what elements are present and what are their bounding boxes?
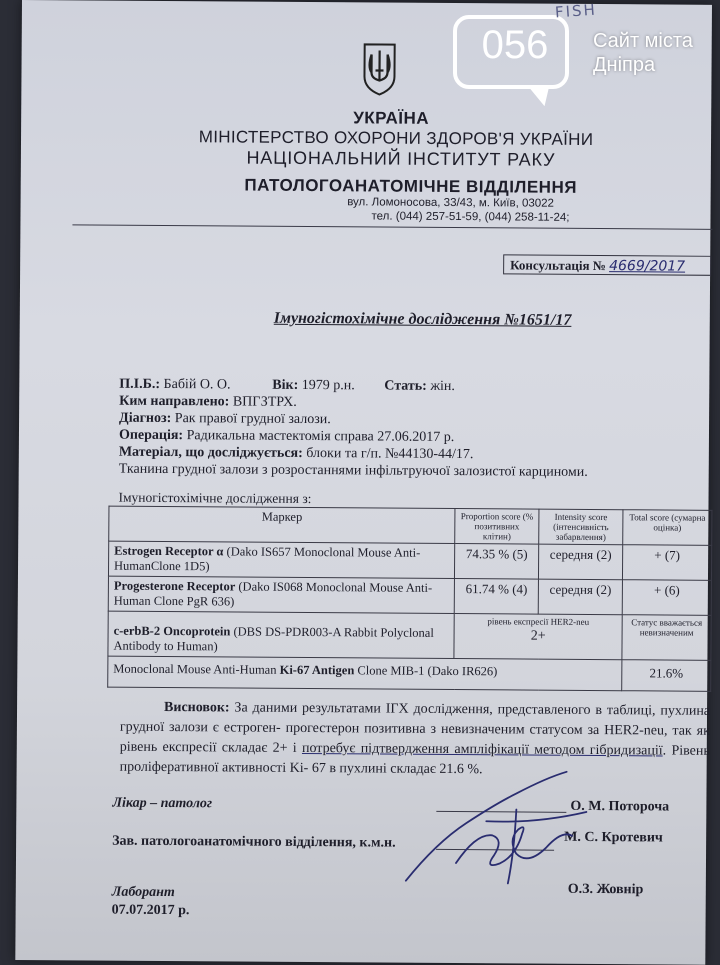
- ki67-prefix: Monoclonal Mouse Anti-Human: [113, 661, 280, 677]
- pathologist-label: Лікар – патолог: [112, 795, 213, 812]
- intensity-cell: середня (2): [538, 579, 622, 615]
- marker-cell: [108, 576, 454, 613]
- referred-value: ВПГЗТРХ.: [232, 394, 297, 410]
- consultation-number: 4669/2017: [609, 258, 686, 275]
- patient-age-value: 1979 р.н.: [301, 377, 355, 394]
- ki67-value-cell: 21.6%: [622, 660, 711, 692]
- consultation-label: Консультація №: [510, 257, 606, 274]
- brand-text: [593, 29, 693, 77]
- her2-level-label: рівень експресії HER2-neu: [487, 616, 590, 627]
- material-line: [119, 445, 474, 463]
- handwritten-note: FISH: [554, 0, 598, 22]
- her2-level-value: 2+: [530, 628, 546, 644]
- total-cell: + (7): [623, 545, 712, 581]
- header-country: УКРАЇНА: [353, 108, 430, 128]
- marker-name: Estrogen Receptor α: [114, 543, 224, 559]
- diagnosis-label: Діагноз:: [119, 410, 172, 427]
- diagnosis-value: Рак правої грудної залози.: [174, 411, 331, 428]
- document-date: 07.07.2017 р.: [111, 902, 190, 919]
- operation-line: [119, 428, 454, 446]
- brand-line-2: Дніпра: [593, 54, 656, 76]
- conclusion-text-1: За даними результатами ІГХ дослідження, представленого в таблиці, пухлина грудної залози є естроген- прогестерон позитивна з невизначеним статусом за HER2-neu, так як рівень експресії складає 2+ і: [119, 700, 711, 756]
- header-total: Total score (сумарна оцінка): [623, 510, 712, 546]
- operation-value: Радикальна мастектомія справа 27.06.2017 р.: [186, 428, 455, 446]
- header-ministry: МІНІСТЕРСТВО ОХОРОНИ ЗДОРОВ'Я УКРАЇНИ: [198, 127, 594, 149]
- conclusion-underlined: потребує підтвердження ампліфікації методом гібридизації: [301, 740, 663, 759]
- head-label: Зав. патологоанатомічного відділення, к.м.н.: [112, 833, 396, 851]
- consultation-box: [503, 254, 711, 275]
- lab-label: Лаборант: [111, 884, 175, 901]
- patient-sex-line: [384, 379, 455, 395]
- patient-sex-value: жін.: [430, 378, 455, 395]
- header-phone: тел. (044) 257-51-59, (044) 258-11-24;: [371, 210, 570, 224]
- header-institute: НАЦІОНАЛЬНИЙ ІНСТИТУТ РАКУ: [246, 147, 556, 170]
- material-value: блоки та г/п. №44130-44/17.: [306, 445, 474, 463]
- table-row: [108, 541, 711, 580]
- document-page: [15, 0, 712, 965]
- table-row: [108, 576, 711, 615]
- pathologist-name: О. М. Потороча: [570, 798, 670, 815]
- marker-cell: [108, 541, 454, 578]
- table-row-her2: [108, 611, 711, 660]
- operation-label: Операція:: [118, 427, 184, 444]
- her2-level-cell: [454, 614, 622, 660]
- logo-number: 056: [481, 23, 549, 67]
- header-divider: [72, 224, 712, 229]
- referred-line: [119, 394, 297, 411]
- ki67-marker-cell: [108, 656, 622, 691]
- patient-name-label: П.І.Б.:: [119, 376, 161, 392]
- marker-cell: [108, 611, 455, 658]
- material-label: Матеріал, що досліджується:: [118, 444, 303, 461]
- handwritten-signature-icon: [396, 763, 607, 894]
- table-caption: Імуногістохімічне дослідження з:: [118, 489, 312, 507]
- total-cell: + (6): [622, 580, 711, 616]
- tissue-line: Тканина грудної залози з розростаннями інфільтруючої залозистої карциноми.: [118, 461, 588, 480]
- conclusion-label: Висновок:: [164, 700, 230, 716]
- patient-name-line: [119, 377, 230, 394]
- proportion-cell: 74.35 % (5): [455, 544, 539, 580]
- patient-age-label: Вік:: [272, 377, 299, 393]
- patient-name-value: Бабій О. О.: [163, 376, 231, 393]
- marker-details: (Dako IS068 Monoclonal Mouse Anti-Human Clone PgR 636): [113, 579, 433, 609]
- coat-of-arms-icon: [361, 40, 397, 96]
- referred-label: Ким направлено:: [119, 393, 230, 410]
- proportion-cell: 61.74 % (4): [454, 579, 538, 615]
- marker-name: c-erbB-2 Oncoprotein: [113, 623, 231, 639]
- brand-line-1: Сайт міста: [593, 30, 693, 52]
- header-department: ПАТОЛОГОАНАТОМІЧНЕ ВІДДІЛЕННЯ: [244, 175, 578, 197]
- lab-name: О.З. Жовнір: [567, 881, 644, 898]
- patient-age-line: [272, 378, 355, 395]
- marker-details: (DBS DS-PDR003-A Rabbit Polyclonal Antibody to Human): [113, 624, 434, 654]
- marker-details: (Dako IS657 Monoclonal Mouse Anti-HumanClone 1D5): [114, 544, 421, 574]
- header-marker: Маркер: [109, 506, 455, 543]
- header-intensity: Intensity score (інтенсивність забарвлення): [539, 509, 623, 545]
- conclusion-text-2: . Рівень проліферативної активності Ki- 67 в пухлині складає 21.6 %.: [119, 743, 710, 778]
- marker-name: Progesterone Receptor: [113, 578, 236, 594]
- ki67-suffix: Clone MIB-1 (Dako IR626): [354, 663, 498, 679]
- intensity-cell: середня (2): [539, 544, 623, 580]
- table-row-ki67: [108, 656, 711, 691]
- ki67-name: Ki-67 Antigen: [279, 662, 355, 678]
- diagnosis-line: [119, 411, 331, 428]
- her2-status-cell: Статус вважається невизначеним: [622, 615, 711, 661]
- study-title: Імуногістохімічне дослідження №1651/17: [273, 309, 572, 329]
- patient-sex-label: Стать:: [384, 378, 427, 394]
- header-address: вул. Ломоносова, 33/43, м. Київ, 03022: [347, 196, 555, 210]
- header-proportion: Proportion score (% позитивних клітин): [455, 509, 539, 545]
- head-name: М. С. Кротевич: [564, 829, 663, 846]
- table-header-row: [109, 506, 712, 545]
- ihc-results-table: [107, 506, 712, 692]
